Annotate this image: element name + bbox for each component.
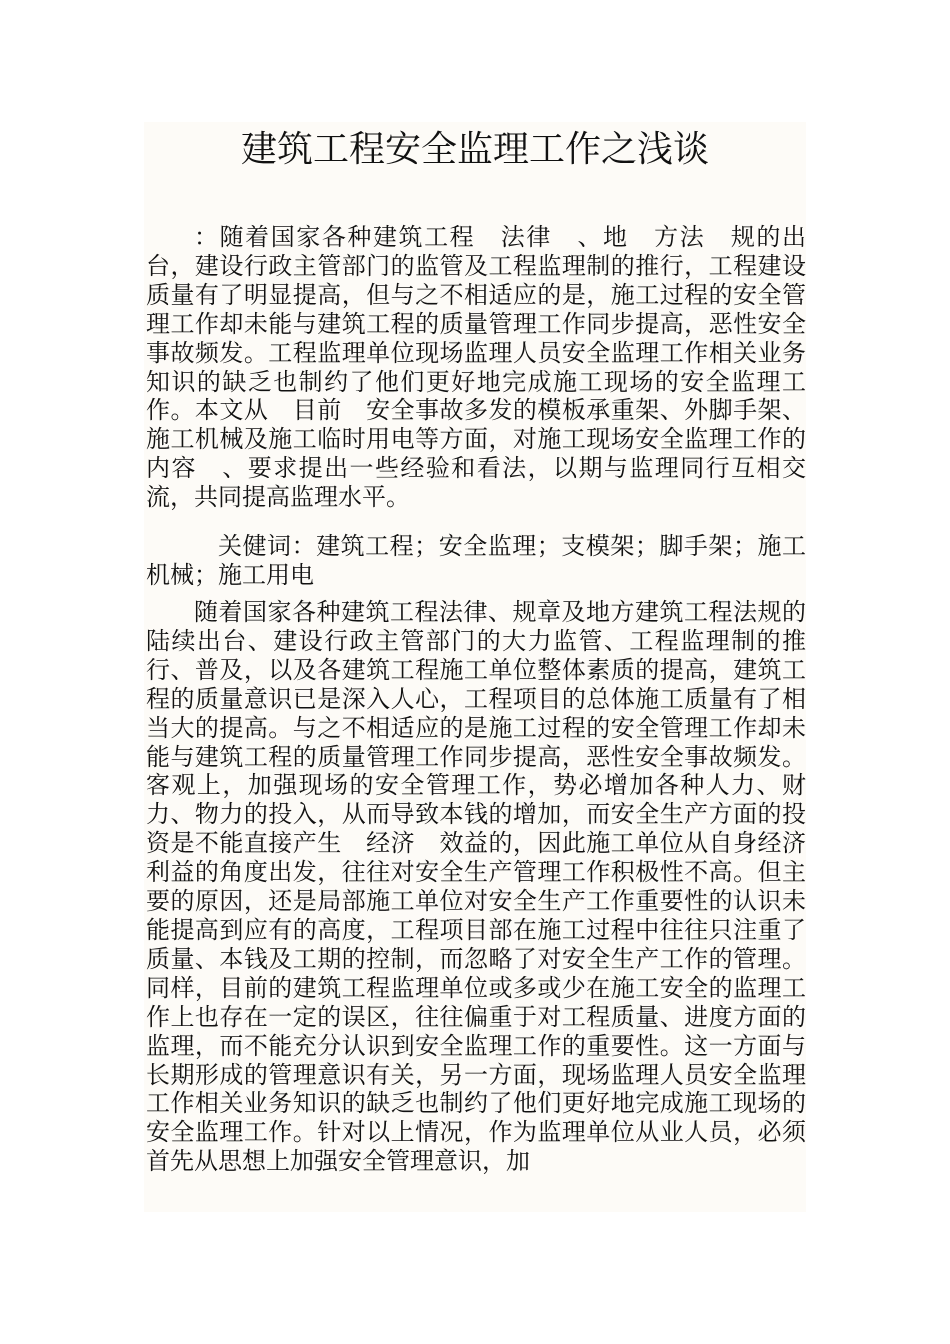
body-paragraph: 随着国家各种建筑工程法律、规章及地方建筑工程法规的陆续出台、建设行政主管部门的大力监管、工程监理制的推行、普及，以及各建筑工程施工单位整体素质的提高，建筑工程的质量意识已是深入人心，工程项目的总体施工质量有了相当大的提高。与之不相适应的是施工过程的安全管理工作却未能与建筑工程的质量管理工作同步提高，恶性安全事故频发。客观上，加强现场的安全管理工作，势必增加各种人力、财力、物力的投入，从而导致本钱的增加，而安全生产方面的投资是不能直接产生 经济 效益的，因此施工单位从自身经济利益的角度出发，往往对安全生产管理工作积极性不高。但主要的原因，还是局部施工单位对安全生产工作重要性的认识未能提高到应有的高度，工程项目部在施工过程中往往只注重了质量、本钱及工期的控制，而忽略了对安全生产工作的管理。同样，目前的建筑工程监理单位或多或少在施工安全的监理工作上也存在一定的误区，往往偏重于对工程质量、进度方面的监理，而不能充分认识到安全监理工作的重要性。这一方面与长期形成的管理意识有关，另一方面，现场监理人员安全监理工作相关业务知识的缺乏也制约了他们更好地完成施工现场的安全监理工作。针对以上情况，作为监理单位从业人员，必须首先从思想上加强安全管理意识，加 (146, 598, 806, 1176)
paper-sheet (144, 122, 830, 1212)
keywords-paragraph: 关健词：建筑工程；安全监理；支模架；脚手架；施工机械；施工用电 (146, 532, 806, 589)
abstract-paragraph: ：随着国家各种建筑工程 法律 、地 方法 规的出台，建设行政主管部门的监管及工程监理制的推行，工程建设质量有了明显提高，但与之不相适应的是，施工过程的安全管理工作却未能与建筑工程的质量管理工作同步提高，恶性安全事故频发。工程监理单位现场监理人员安全监理工作相关业务知识的缺乏也制约了他们更好地完成施工现场的安全监理工作。本文从 目前 安全事故多发的模板承重架、外脚手架、施工机械及施工临时用电等方面，对施工现场安全监理工作的 内容 、要求提出一些经验和看法，以期与监理同行互相交流，共同提高监理水平。 (146, 223, 830, 512)
document-title: 建筑工程安全监理工作之浅谈 (240, 129, 709, 170)
